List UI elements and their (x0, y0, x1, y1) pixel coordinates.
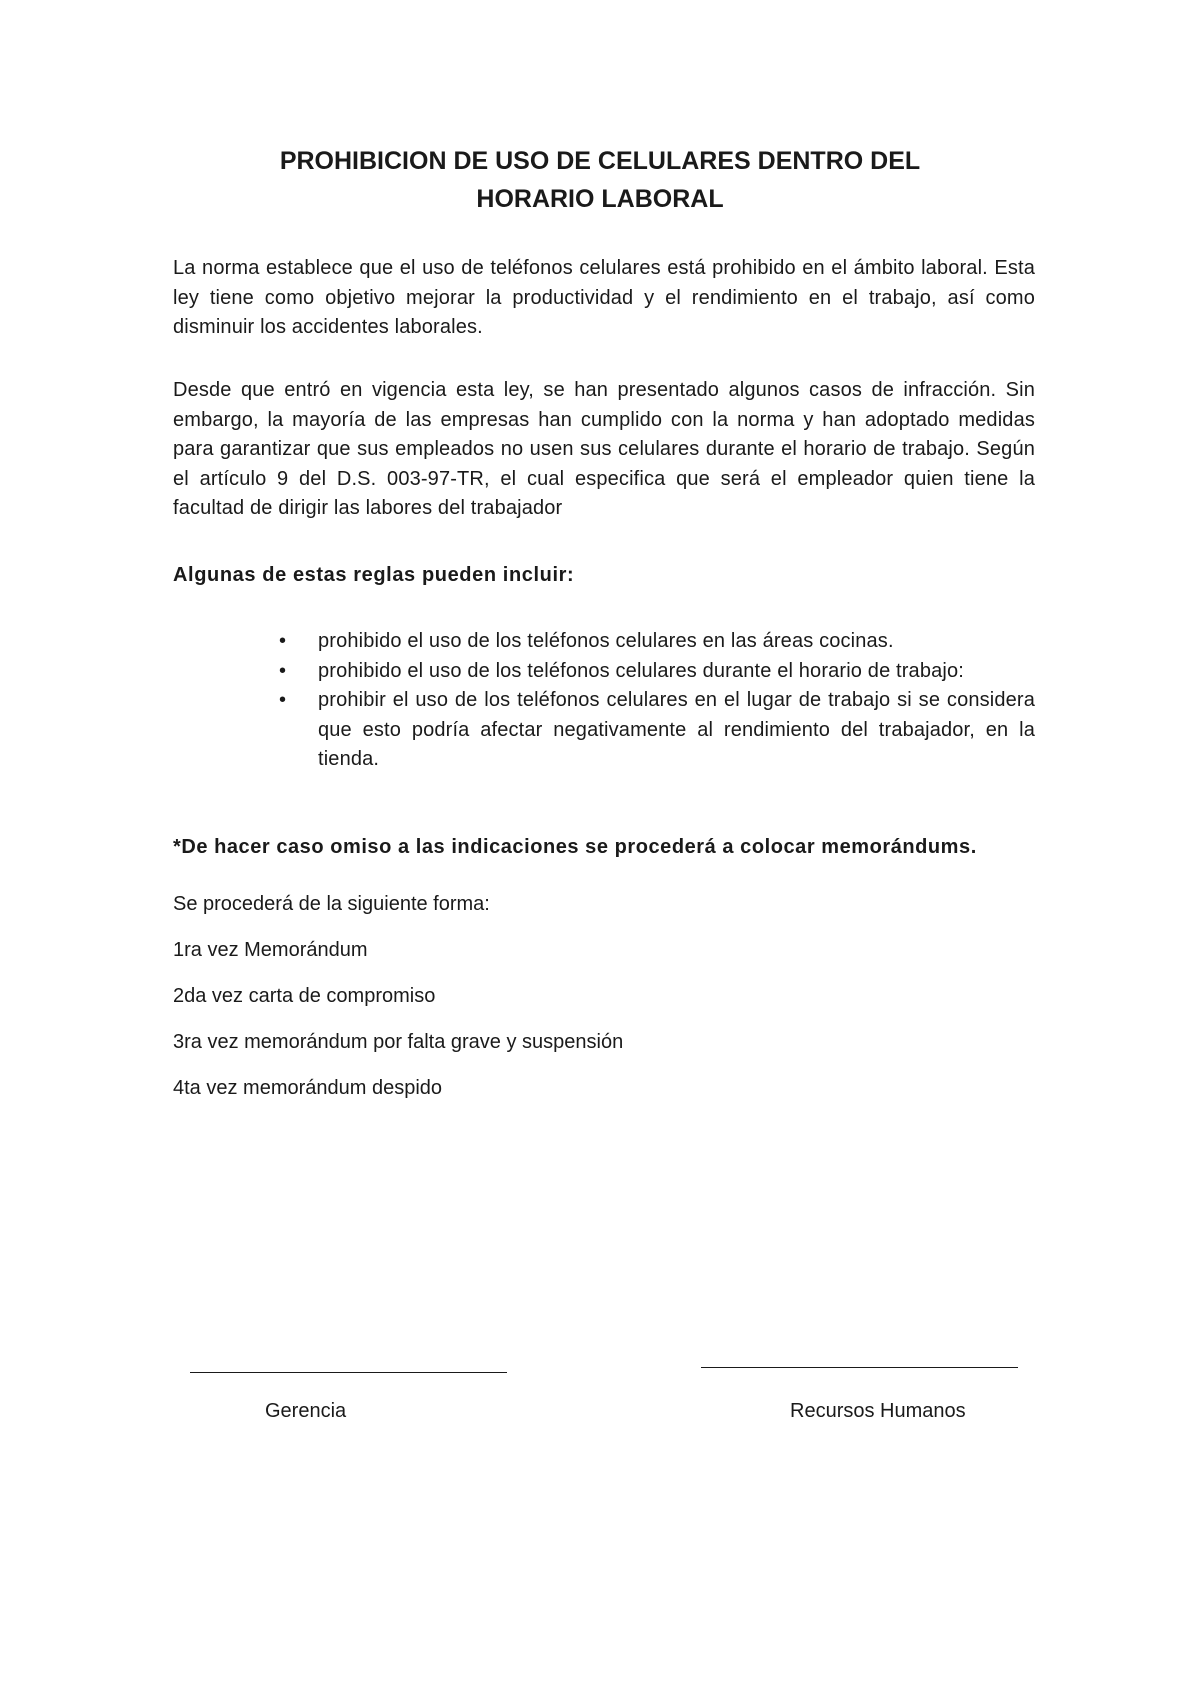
signature-line-right (701, 1367, 1018, 1368)
step-item: 3ra vez memorándum por falta grave y suspensión (173, 1031, 624, 1053)
signature-label-gerencia: Gerencia (265, 1400, 347, 1422)
step-item: 2da vez carta de compromiso (173, 985, 436, 1007)
bullet-icon: • (279, 659, 287, 682)
signature-label-rrhh: Recursos Humanos (790, 1400, 966, 1422)
signature-line-left (190, 1372, 507, 1373)
procedure-intro: Se procederá de la siguiente forma: (173, 893, 490, 915)
steps-list (173, 938, 623, 1122)
rule-text: prohibido el uso de los teléfonos celulares en las áreas cocinas. (318, 630, 894, 652)
step-item: 1ra vez Memorándum (173, 939, 368, 961)
context-paragraph: Desde que entró en vigencia esta ley, se han presentado algunos casos de infracción. Sin embargo, la mayoría de las empresas han cumplido con la norma y han adoptado medidas para garantizar que sus empleados no usen sus celulares durante el horario de trabajo. Según el artículo 9 del D.S. 003-97-TR, el cual especifica que será el empleador quien tiene la facultad de dirigir las labores del trabajador (173, 379, 1035, 519)
warning-notice: *De hacer caso omiso a las indicaciones se procederá a colocar memorándums. (173, 836, 977, 858)
title-line-2: HORARIO LABORAL (476, 185, 724, 213)
step-item: 4ta vez memorándum despido (173, 1077, 443, 1099)
bullet-icon: • (279, 630, 287, 652)
rule-item (273, 627, 1035, 657)
document-title (150, 142, 1050, 218)
rule-text: prohibido el uso de los teléfonos celulares durante el horario de trabajo: (318, 659, 964, 682)
rules-list (273, 627, 1035, 775)
rule-text: prohibir el uso de los teléfonos celulares en el lugar de trabajo si se considera que esto podría afectar negativamente al rendimiento del trabajador, en la tienda. (318, 689, 1035, 770)
bullet-icon: • (279, 689, 287, 711)
rules-heading: Algunas de estas reglas pueden incluir: (173, 564, 575, 586)
title-line-1: PROHIBICION DE USO DE CELULARES DENTRO DEL (279, 147, 921, 175)
rule-item (273, 657, 1035, 687)
rule-item (273, 686, 1035, 775)
intro-paragraph: La norma establece que el uso de teléfonos celulares está prohibido en el ámbito laboral. Esta ley tiene como objetivo mejorar la productividad y el rendimiento en el trabajo, así como disminuir los accidentes laborales. (173, 257, 1035, 338)
